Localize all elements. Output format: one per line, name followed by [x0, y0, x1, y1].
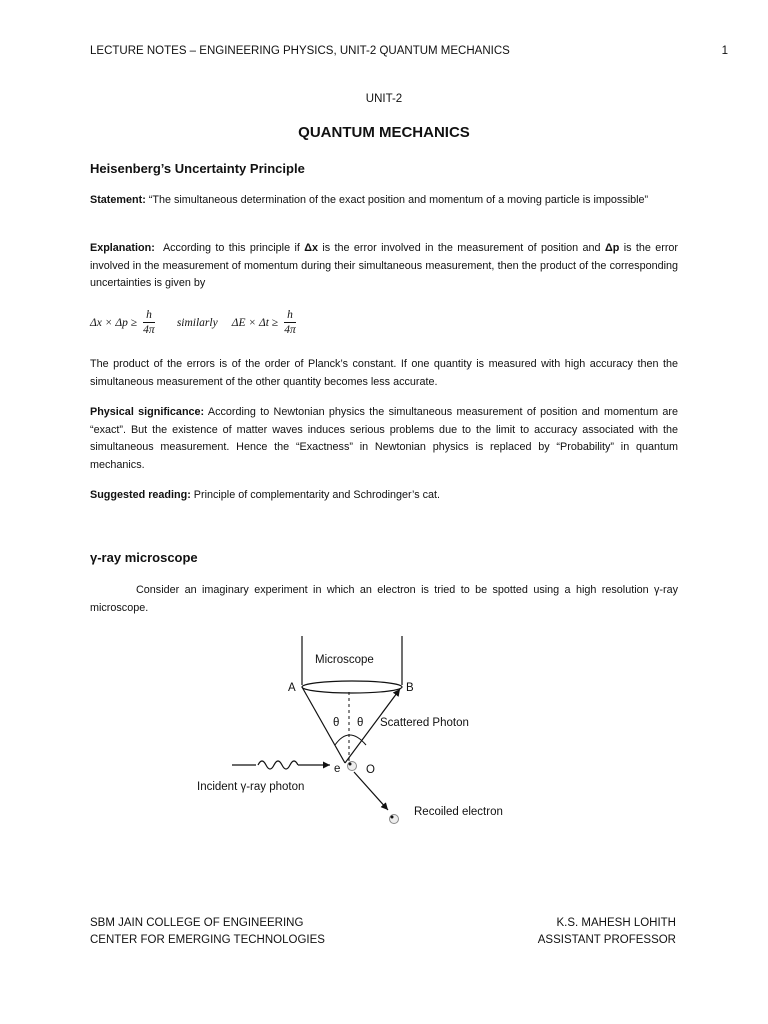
- recoiled-electron-core: [391, 816, 394, 819]
- delta-p: Δp: [604, 242, 620, 254]
- label-theta-right: θ: [357, 717, 364, 729]
- fraction-1-denominator: 4π: [143, 324, 155, 336]
- statement-text: “The simultaneous determination of the exact position and momentum of a moving particle is impossible”: [148, 194, 649, 206]
- planck-paragraph: The product of the errors is of the order of Planck’s constant. If one quantity is measured with high accuracy then the simultaneous measurement of the other quantity becomes less accurate.: [90, 358, 678, 388]
- incident-wave: [258, 761, 298, 769]
- footer-right: [538, 915, 676, 949]
- gamma-microscope-intro: Consider an imaginary experiment in which an electron is tried to be spotted using a high resolution γ-ray microscope.: [90, 584, 678, 614]
- section-heading-gamma-microscope: γ-ray microscope: [90, 550, 198, 565]
- explanation-pre: According to this principle if: [162, 242, 300, 254]
- formula-left: Δx × Δp ≥: [90, 316, 138, 329]
- page-title: QUANTUM MECHANICS: [298, 124, 470, 141]
- physical-significance-label: Physical significance:: [90, 406, 205, 418]
- objective-lens: [302, 681, 402, 693]
- formula-similarly: similarly: [176, 316, 218, 329]
- label-microscope: Microscope: [315, 654, 374, 666]
- footer-college: SBM JAIN COLLEGE OF ENGINEERING: [90, 917, 304, 929]
- fraction-2-numerator: h: [284, 308, 296, 323]
- fraction-2-denominator: 4π: [284, 324, 296, 336]
- header-title: LECTURE NOTES – ENGINEERING PHYSICS, UNIT-2 QUANTUM MECHANICS: [90, 45, 510, 57]
- electron-at-o: [348, 762, 357, 771]
- suggested-reading-text: Principle of complementarity and Schrodinger’s cat.: [193, 489, 441, 501]
- delta-x: Δx: [304, 242, 318, 254]
- footer-designation: ASSISTANT PROFESSOR: [537, 934, 676, 946]
- theta-arc: [335, 735, 366, 745]
- explanation-label: Explanation:: [90, 242, 155, 254]
- label-a: A: [288, 682, 296, 694]
- suggested-reading-label: Suggested reading:: [90, 489, 191, 501]
- physical-significance-text: According to Newtonian physics the simultaneous measurement of position and momentum are “exact”. But the existence of matter waves induces serious problems due to the limit to accuracy associated with the simultaneous measurement. Hence the “Exactness” in Newtonian physics is replaced by “Probability” in quantum mechanics.: [90, 406, 678, 471]
- recoil-arrow: [354, 772, 388, 810]
- unit-label: UNIT-2: [365, 93, 403, 105]
- label-b: B: [406, 682, 414, 694]
- section-heading-uncertainty: Heisenberg’s Uncertainty Principle: [90, 161, 305, 176]
- footer-center: CENTER FOR EMERGING TECHNOLOGIES: [90, 934, 325, 946]
- label-e: e: [334, 763, 341, 775]
- explanation-mid: is the error involved in the measurement of position and: [322, 242, 601, 254]
- fraction-1-numerator: h: [143, 308, 155, 323]
- label-recoiled-electron: Recoiled electron: [414, 806, 503, 818]
- footer-left: [90, 915, 325, 949]
- explanation-post: is the error involved in the measurement of momentum during their simultaneous measurement, then the product of the corresponding uncertainties is given by: [90, 242, 679, 289]
- label-incident-photon: Incident γ-ray photon: [197, 781, 305, 793]
- footer-author: K.S. MAHESH LOHITH: [556, 917, 676, 929]
- label-theta-left: θ: [333, 717, 340, 729]
- formula-right: ΔE × Δt ≥: [231, 316, 279, 329]
- recoiled-electron: [390, 815, 399, 824]
- label-scattered-photon: Scattered Photon: [380, 717, 469, 729]
- electron-core: [349, 763, 352, 766]
- label-o: O: [366, 764, 375, 776]
- page-number: 1: [721, 45, 728, 57]
- statement-label: Statement:: [90, 194, 146, 206]
